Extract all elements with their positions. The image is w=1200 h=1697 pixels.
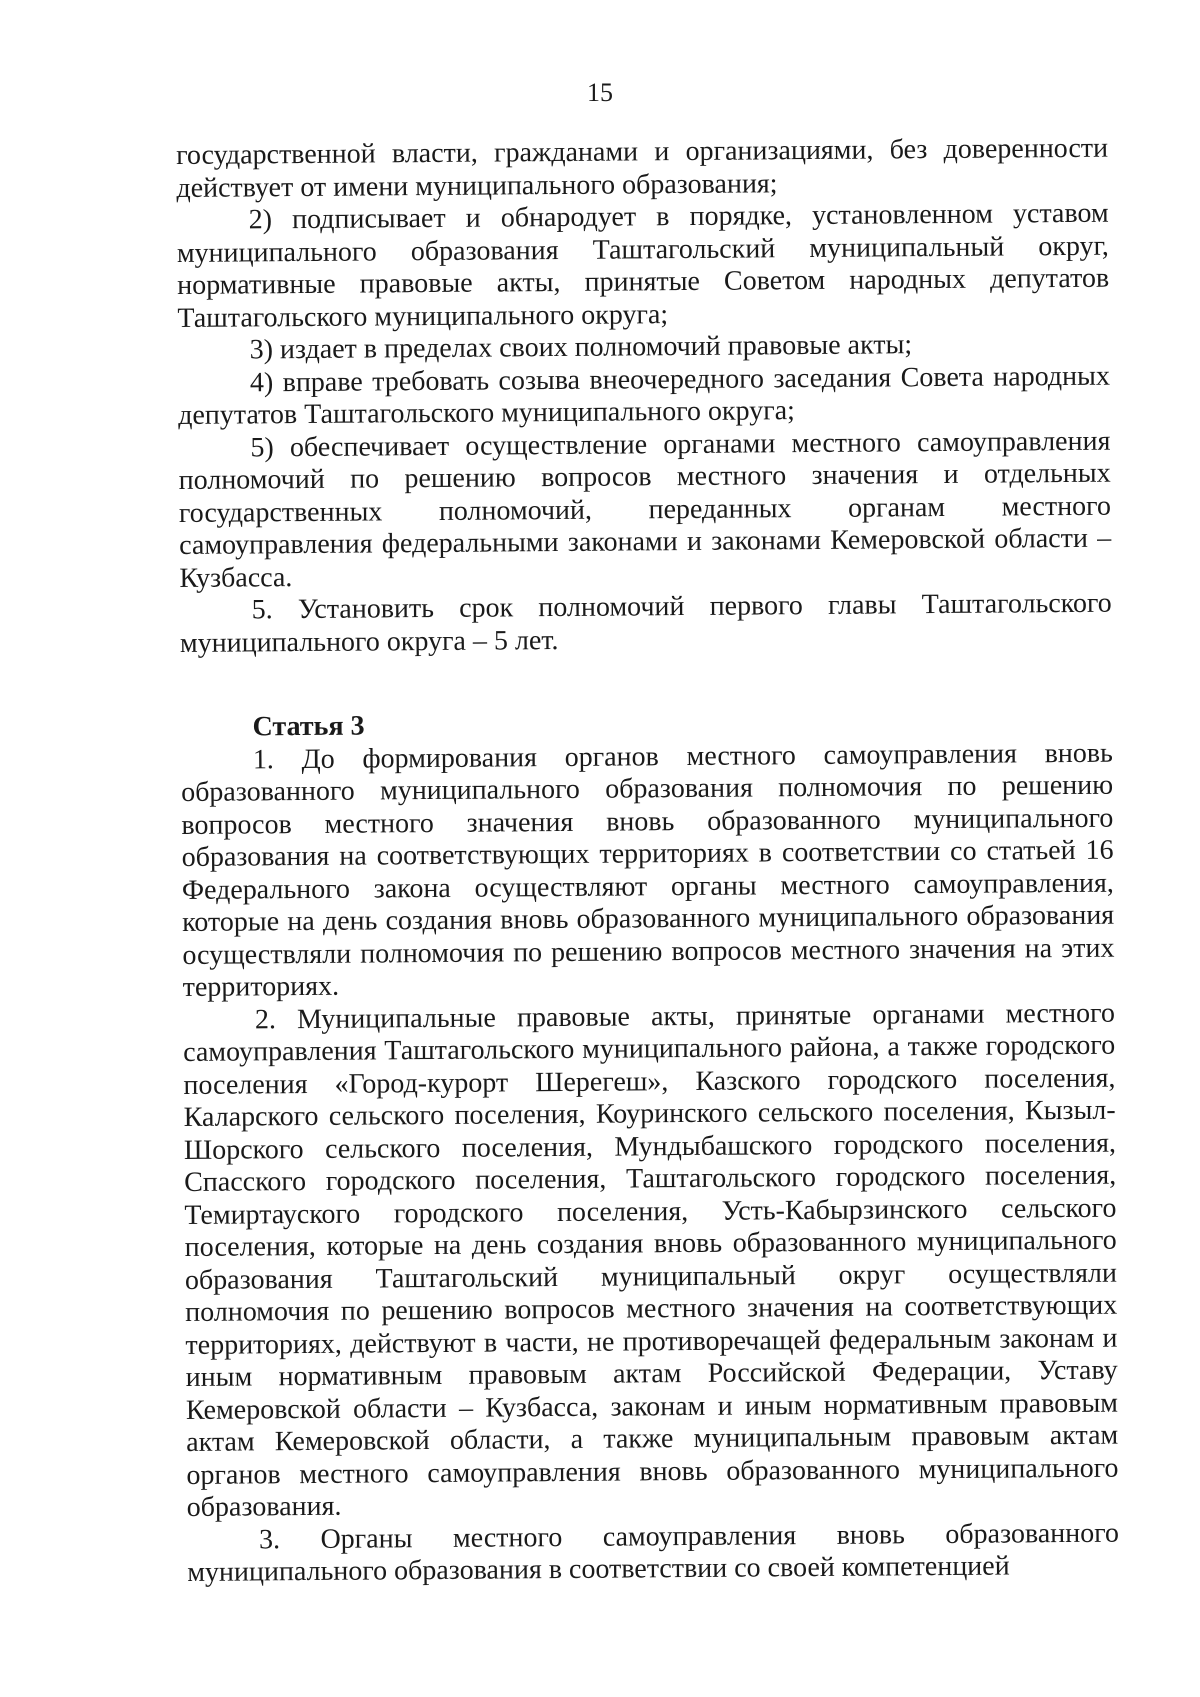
list-item-4: 4) вправе требовать созыва внеочередного заседания Совета народных депутатов Таштагольского муниципального округа; <box>178 360 1111 431</box>
article-clause-2: 2. Муниципальные правовые акты, принятые органами местного самоуправления Таштагольского муниципального района, а также городского поселения «Город-курорт Шерегеш», Казского городского поселения, Каларского сельского поселения, Коуринского сельского поселения, Кызыл-Шорского сельского поселения, Мундыбашского городского поселения, Спасского городского поселения, Таштагольского городского поселения, Темиртауского городского поселения, Усть-Кабырзинского сельского поселения, которые на день создания вновь образованного муниципального образования Таштагольский муниципальный округ осуществляли полномочия по решению вопросов местного значения на соответствующих территориях, действуют в части, не противоречащей федеральным законам и иным нормативным правовым актам Российской Федерации, Уставу Кемеровской области – Кузбасса, законам и иным нормативным правовым актам Кемеровской области, а также муниципальным правовым актам органов местного самоуправления вновь образованного муниципального образования. <box>183 997 1119 1523</box>
list-item-3: 3) издает в пределах своих полномочий правовые акты; <box>249 329 913 366</box>
page-number: 15 <box>587 78 613 107</box>
document-body <box>176 133 1119 1590</box>
list-item-2: 2) подписывает и обнародует в порядке, установленном уставом муниципального образования Таштагольский муниципальный округ, нормативные правовые акты, принятые Советом народных депутатов Таштагольского муниципального округа; <box>176 197 1110 334</box>
article-heading: Статья 3 <box>252 710 365 743</box>
list-item-5: 5) обеспечивает осуществление органами местного самоуправления полномочий по решению вопросов местного значения и отдельных государственных полномочий, переданных органам местного самоуправления федеральными законами и законами Кемеровской области – Кузбасса. <box>178 425 1112 594</box>
paragraph-continuation: государственной власти, гражданами и организациями, без доверенности действует от имени муниципального образования; <box>176 132 1109 204</box>
article-clause-3: 3. Органы местного самоуправления вновь образованного муниципального образования в соответствии со своей компетенцией <box>187 1517 1120 1588</box>
article-clause-1: 1. До формирования органов местного самоуправления вновь образованного муниципального образования полномочия по решению вопросов местного значения вновь образованного муниципального образования на соответствующих территориях в соответствии со статьей 16 Федерального закона осуществляют органы местного самоуправления, которые на день создания вновь образованного муниципального образования осуществляли полномочия по решению вопросов местного значения на этих территориях. <box>181 737 1115 1003</box>
clause-5: 5. Установить срок полномочий первого главы Таштагольского муниципального округа – 5 лет. <box>179 587 1112 659</box>
